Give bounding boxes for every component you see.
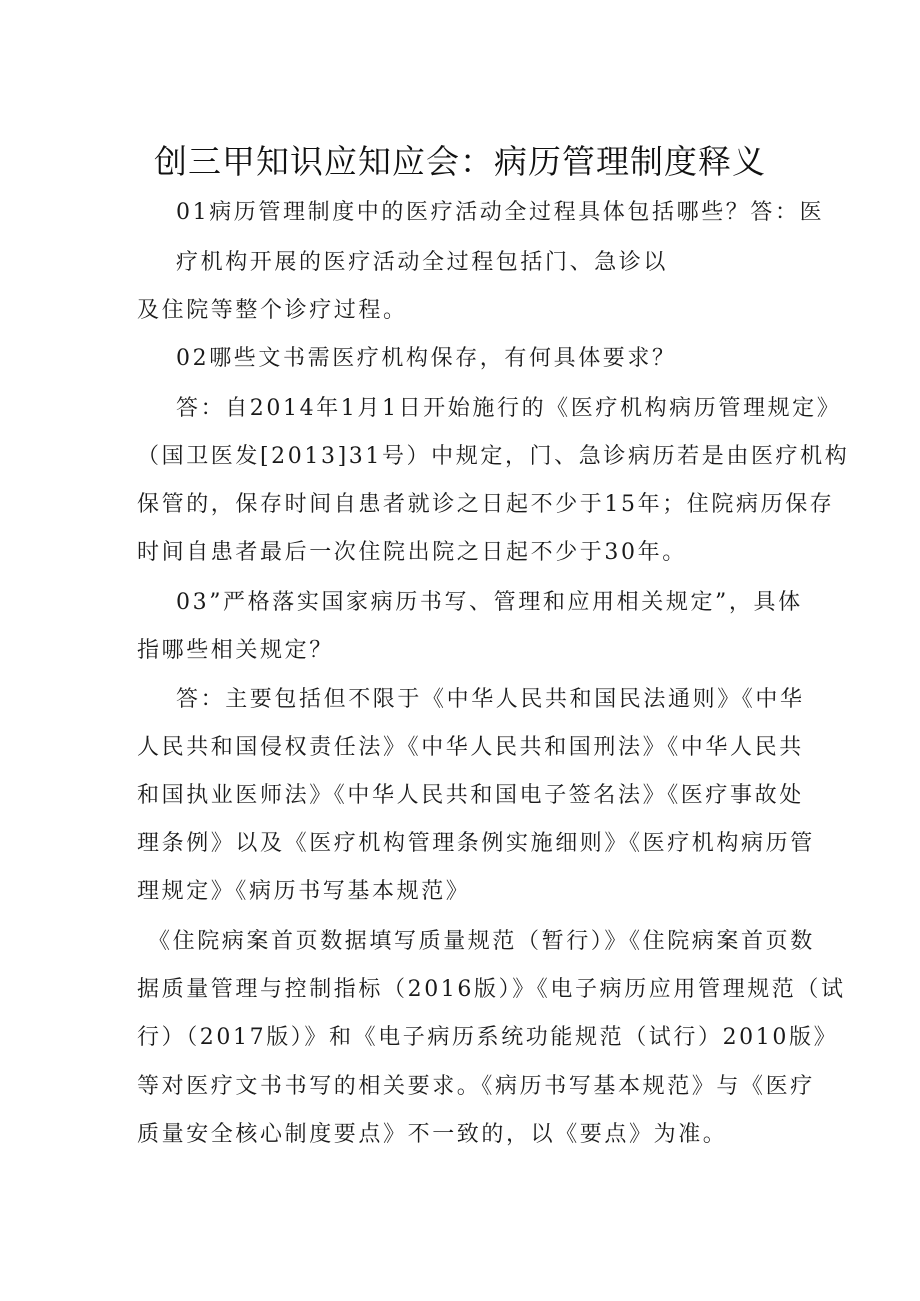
text-line: 03”严格落实国家病历书写、管理和应用相关规定”，具体 [176, 590, 803, 615]
document-title: 创三甲知识应知应会：病历管理制度释义 [154, 142, 766, 181]
text-line: 02哪些文书需医疗机构保存，有何具体要求？ [176, 346, 677, 371]
text-line: 人民共和国侵权责任法》《中华人民共和国刑法》《中华人民共 [137, 735, 804, 760]
text-line: 答：主要包括但不限于《中华人民共和国民法通则》《中华 [176, 687, 805, 712]
text-line: 疗机构开展的医疗活动全过程包括门、急诊以 [176, 250, 669, 275]
text-line: 理条例》以及《医疗机构管理条例实施细则》《医疗机构病历管 [137, 831, 815, 856]
text-line: 和国执业医师法》《中华人民共和国电子签名法》《医疗事故处 [137, 783, 804, 808]
text-line: 时间自患者最后一次住院出院之日起不少于30年。 [137, 540, 687, 565]
text-line: 等对医疗文书书写的相关要求。《病历书写基本规范》与《医疗 [137, 1074, 815, 1099]
text-line: 《住院病案首页数据填写质量规范（暂行）》《住院病案首页数 [148, 929, 815, 954]
text-line: 及住院等整个诊疗过程。 [137, 298, 408, 323]
text-line: 答：自2014年1月1日开始施行的《医疗机构病历管理规定》 [176, 396, 842, 421]
text-line: 据质量管理与控制指标（2016版）》《电子病历应用管理规范（试 [137, 977, 846, 1002]
text-line: 行）（2017版）》和《电子病历系统功能规范（试行）2010版》 [137, 1025, 839, 1050]
text-line: 01病历管理制度中的医疗活动全过程具体包括哪些？答：医 [176, 200, 825, 225]
text-line: 指哪些相关规定？ [137, 638, 334, 663]
text-line: 质量安全核心制度要点》不一致的，以《要点》为准。 [137, 1122, 728, 1147]
text-line: 保管的，保存时间自患者就诊之日起不少于15年；住院病历保存 [137, 492, 835, 517]
text-line: 理规定》《病历书写基本规范》 [137, 879, 471, 904]
text-line: （国卫医发[2013]31号）中规定，门、急诊病历若是由医疗机构 [137, 444, 850, 469]
